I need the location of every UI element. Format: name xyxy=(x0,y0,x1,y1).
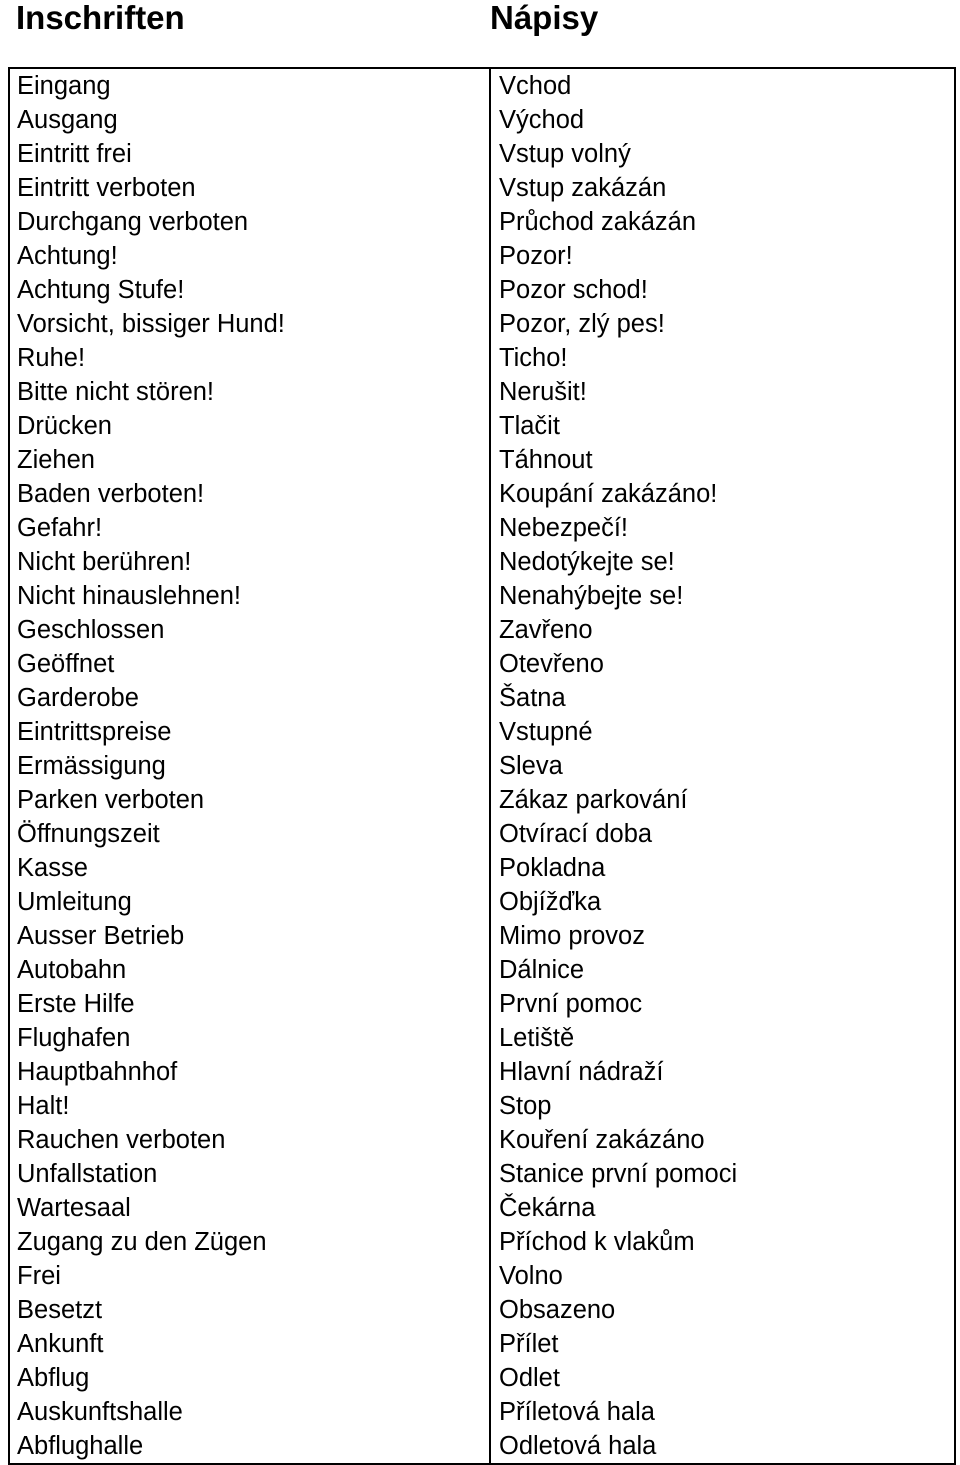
czech-term: Zavřeno xyxy=(499,616,593,644)
czech-term: Pokladna xyxy=(499,854,606,882)
german-term: Eintrittspreise xyxy=(17,718,172,746)
czech-term: Nerušit! xyxy=(499,378,587,406)
czech-term: Odletová hala xyxy=(499,1432,657,1460)
german-term: Ziehen xyxy=(17,446,95,474)
german-term: Vorsicht, bissiger Hund! xyxy=(17,310,285,338)
german-term: Ankunft xyxy=(17,1330,104,1358)
czech-term: Vchod xyxy=(499,72,572,100)
czech-term: Zákaz parkování xyxy=(499,786,688,814)
german-term: Achtung! xyxy=(17,242,118,270)
german-term: Durchgang verboten xyxy=(17,208,249,236)
czech-term: Obsazeno xyxy=(499,1296,616,1324)
german-term: Autobahn xyxy=(17,956,127,984)
german-term: Rauchen verboten xyxy=(17,1126,226,1154)
czech-term: Stanice první pomoci xyxy=(499,1160,738,1188)
czech-term: Průchod zakázán xyxy=(499,208,697,236)
czech-term: Šatna xyxy=(499,684,566,712)
german-term: Wartesaal xyxy=(17,1194,131,1222)
german-term: Besetzt xyxy=(17,1296,103,1324)
german-term: Frei xyxy=(17,1262,61,1290)
czech-term: Tlačit xyxy=(499,412,560,440)
czech-term: Hlavní nádraží xyxy=(499,1058,664,1086)
german-term: Ausgang xyxy=(17,106,118,134)
german-term: Garderobe xyxy=(17,684,139,712)
german-term: Ruhe! xyxy=(17,344,86,372)
german-term: Hauptbahnhof xyxy=(17,1058,178,1086)
czech-term: Vstup volný xyxy=(499,140,631,168)
german-term: Nicht hinauslehnen! xyxy=(17,582,241,610)
czech-term: Otevřeno xyxy=(499,650,604,678)
czech-term: Pozor! xyxy=(499,242,573,270)
german-term: Nicht berühren! xyxy=(17,548,192,576)
czech-term: Kouření zakázáno xyxy=(499,1126,705,1154)
german-column-title: Inschriften xyxy=(16,0,185,36)
czech-term: Vstupné xyxy=(499,718,593,746)
czech-term: Mimo provoz xyxy=(499,922,645,950)
german-term: Ermässigung xyxy=(17,752,166,780)
german-term: Umleitung xyxy=(17,888,132,916)
german-term: Geöffnet xyxy=(17,650,115,678)
german-term: Ausser Betrieb xyxy=(17,922,185,950)
czech-column xyxy=(491,69,954,1463)
german-term: Erste Hilfe xyxy=(17,990,135,1018)
czech-term: Pozor, zlý pes! xyxy=(499,310,665,338)
german-term: Eintritt verboten xyxy=(17,174,196,202)
czech-term: Vstup zakázán xyxy=(499,174,667,202)
czech-term: Sleva xyxy=(499,752,563,780)
german-term: Eingang xyxy=(17,72,111,100)
german-term: Drücken xyxy=(17,412,112,440)
german-term: Eintritt frei xyxy=(17,140,132,168)
german-term: Flughafen xyxy=(17,1024,131,1052)
czech-term: Nenahýbejte se! xyxy=(499,582,684,610)
czech-term: Nebezpečí! xyxy=(499,514,628,542)
german-term: Bitte nicht stören! xyxy=(17,378,215,406)
czech-term: Odlet xyxy=(499,1364,560,1392)
german-term: Kasse xyxy=(17,854,88,882)
czech-term: Stop xyxy=(499,1092,552,1120)
column-headers xyxy=(0,0,960,48)
czech-term: První pomoc xyxy=(499,990,643,1018)
german-term: Geschlossen xyxy=(17,616,165,644)
german-term: Unfallstation xyxy=(17,1160,158,1188)
german-term: Auskunftshalle xyxy=(17,1398,183,1426)
german-term: Abflughalle xyxy=(17,1432,144,1460)
czech-term: Táhnout xyxy=(499,446,593,474)
czech-term: Dálnice xyxy=(499,956,585,984)
czech-term: Přílet xyxy=(499,1330,559,1358)
czech-term: Čekárna xyxy=(499,1194,596,1222)
czech-term: Východ xyxy=(499,106,585,134)
czech-term: Pozor schod! xyxy=(499,276,648,304)
czech-term: Otvírací doba xyxy=(499,820,653,848)
czech-term: Příletová hala xyxy=(499,1398,655,1426)
german-term: Halt! xyxy=(17,1092,70,1120)
vocabulary-table xyxy=(8,67,956,1465)
czech-term: Letiště xyxy=(499,1024,575,1052)
czech-term: Koupání zakázáno! xyxy=(499,480,718,508)
german-column xyxy=(10,69,491,1463)
czech-column-title: Nápisy xyxy=(490,0,599,36)
german-term: Baden verboten! xyxy=(17,480,205,508)
czech-term: Volno xyxy=(499,1262,563,1290)
german-term: Zugang zu den Zügen xyxy=(17,1228,267,1256)
german-term: Abflug xyxy=(17,1364,90,1392)
german-term: Gefahr! xyxy=(17,514,103,542)
czech-term: Příchod k vlakům xyxy=(499,1228,695,1256)
czech-term: Ticho! xyxy=(499,344,568,372)
german-term: Achtung Stufe! xyxy=(17,276,185,304)
german-term: Öffnungszeit xyxy=(17,820,160,848)
czech-term: Objížďka xyxy=(499,888,602,916)
czech-term: Nedotýkejte se! xyxy=(499,548,675,576)
german-term: Parken verboten xyxy=(17,786,205,814)
